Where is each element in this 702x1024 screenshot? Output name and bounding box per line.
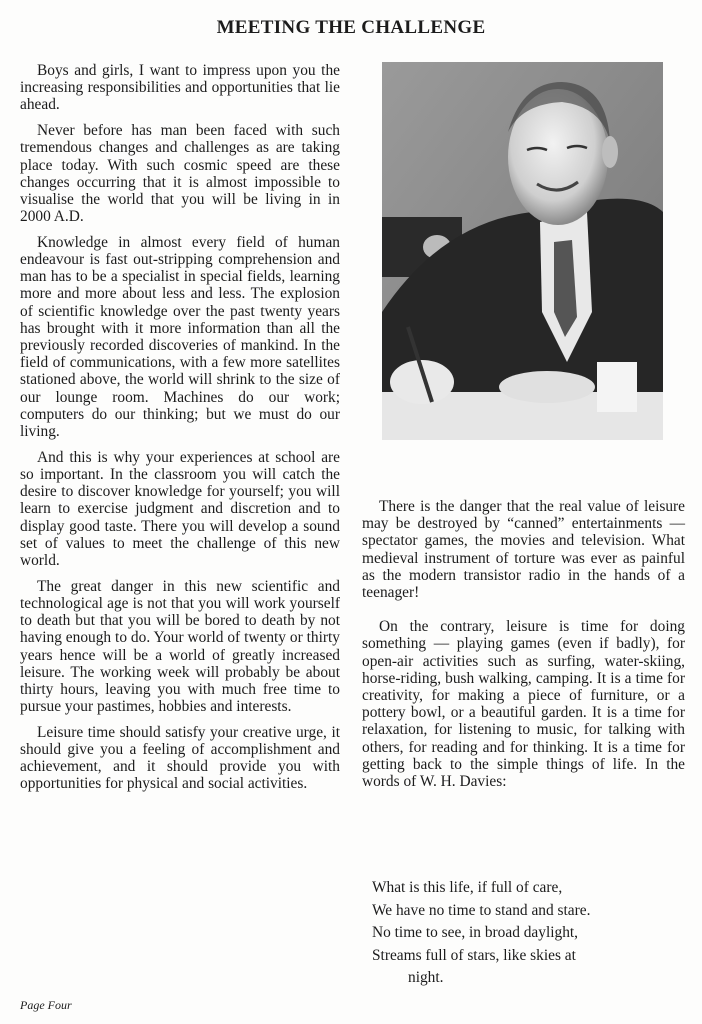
paragraph: Never before has man been faced with such tremendous changes and challenges as are taking place today. With such cosmic speed are these changes occurring that it is almost impossible to visualise the world that you will be living in in 2000 A.D.	[20, 122, 340, 226]
poem-line: We have no time to stand and stare.	[372, 901, 591, 919]
poem-line: What is this life, if full of care,	[372, 879, 563, 896]
poem-line: night.	[408, 969, 444, 986]
paragraph: And this is why your experiences at school are so important. In the classroom you will catch the desire to discover knowledge for yourself; you will learn to exercise judgment and discretion and to display good taste. There you will develop a sound set of values to meet the challenge of this new world.	[20, 448, 340, 569]
right-column	[362, 498, 685, 807]
portrait-illustration	[382, 62, 663, 440]
paragraph: Knowledge in almost every field of human endeavour is fast out-stripping comprehension and man has to be a specialist in special fields, learning more and more about less and less. The explosion of scientific knowledge over the past twenty years has brought with it more information than all the previously recorded discoveries of mankind. In the field of communications, with a few more satellites stationed above, the world will shrink to the size of our lounge room. Machines do our work; computers do our thinking; but we must do our living.	[20, 233, 340, 441]
left-column	[20, 62, 340, 801]
paragraph: Boys and girls, I want to impress upon you the increasing responsibilities and opportunities that lie ahead.	[20, 62, 340, 114]
paragraph: Leisure time should satisfy your creative urge, it should give you a feeling of accomplishment and achievement, and it should provide you with opportunities for physical and social activities.	[20, 723, 340, 793]
paragraph: There is the danger that the real value of leisure may be destroyed by “canned” entertainments — spectator games, the movies and television. What medieval instrument of torture was ever as painful as the modern transistor radio in the hands of a teenager!	[362, 498, 685, 602]
poem-line: No time to see, in broad daylight,	[372, 924, 579, 941]
poem-line: Streams full of stars, like skies at	[372, 946, 576, 964]
portrait-photo	[382, 62, 663, 440]
paragraph: On the contrary, leisure is time for doing something — playing games (even if badly), for open-air activities such as surfing, water-skiing, horse-riding, bush walking, camping. It is a time for creativity, for making a piece of furniture, or a pottery bowl, or a beautiful garden. It is a time for relaxation, for listening to music, for talking with others, for reading and for thinking. It is a time for getting back to the simple things of life. In the words of W. H. Davies:	[362, 618, 685, 791]
page-number: Page Four	[20, 998, 72, 1012]
poem-quote	[372, 877, 692, 990]
page-title: MEETING THE CHALLENGE	[216, 17, 486, 38]
paragraph: The great danger in this new scientific and technological age is not that you will work yourself to death but that you will be bored to death by not having enough to do. Your world of twenty or thirty years hence will be a world of greatly increased leisure. The working week will probably be about thirty hours, leaving you with much free time to pursue your pastimes, hobbies and interests.	[20, 577, 340, 716]
